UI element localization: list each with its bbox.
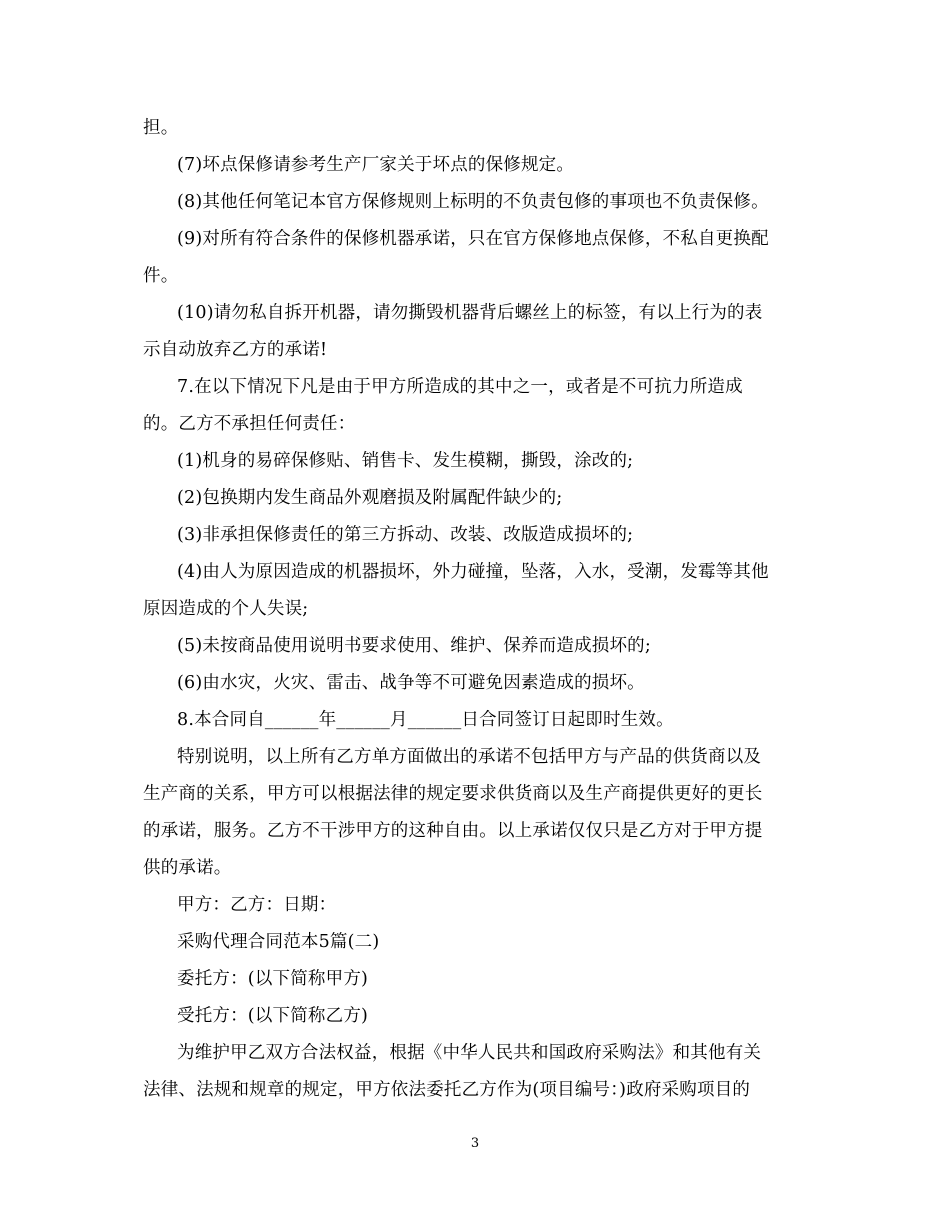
paragraph-line: 为维护甲乙双方合法权益，根据《中华人民共和国政府采购法》和其他有关: [177, 1043, 762, 1063]
paragraph-line: 供的承诺。: [143, 858, 232, 878]
paragraph-line: 7.在以下情况下凡是由于甲方所造成的其中之一，或者是不可抗力所造成: [177, 377, 743, 397]
paragraph-line: (6)由水灾，火灾、雷击、战争等不可避免因素造成的损坏。: [177, 673, 645, 693]
paragraph-line: (3)非承担保修责任的第三方拆动、改装、改版造成损坏的;: [177, 525, 634, 545]
paragraph-line: 委托方：(以下简称甲方): [177, 969, 369, 989]
document-body: [143, 110, 813, 1109]
paragraph-line: (10)请勿私自拆开机器，请勿撕毁机器背后螺丝上的标签，有以上行为的表: [177, 303, 763, 323]
paragraph-line: 8.本合同自______年______月______日合同签订日起即时生效。: [177, 710, 674, 730]
paragraph-line: (5)未按商品使用说明书要求使用、维护、保养而造成损坏的;: [177, 636, 651, 656]
paragraph-line: 法律、法规和规章的规定，甲方依法委托乙方作为(项目编号：)政府采购项目的: [143, 1080, 751, 1100]
paragraph-line: (8)其他任何笔记本官方保修规则上标明的不负责包修的事项也不负责保修。: [177, 192, 769, 212]
paragraph-line: (9)对所有符合条件的保修机器承诺，只在官方保修地点保修，不私自更换配: [177, 229, 769, 249]
paragraph-line: 采购代理合同范本5篇(二): [177, 932, 380, 952]
paragraph-line: 甲方：乙方：日期：: [177, 895, 337, 915]
paragraph-line: (7)坏点保修请参考生产厂家关于坏点的保修规定。: [177, 155, 575, 175]
paragraph-line: 生产商的关系，甲方可以根据法律的规定要求供货商以及生产商提供更好的更长: [143, 784, 763, 804]
paragraph-line: 担。: [143, 118, 179, 138]
paragraph-line: 原因造成的个人失误;: [143, 599, 309, 619]
paragraph-line: 的。乙方不承担任何责任：: [143, 414, 356, 434]
paragraph-line: (4)由人为原因造成的机器损坏，外力碰撞，坠落，入水，受潮，发霉等其他: [177, 562, 769, 582]
paragraph-line: 的承诺，服务。乙方不干涉甲方的这种自由。以上承诺仅仅只是乙方对于甲方提: [143, 821, 763, 841]
paragraph-line: 示自动放弃乙方的承诺!: [143, 340, 328, 360]
paragraph-line: 件。: [143, 266, 179, 286]
paragraph-line: (1)机身的易碎保修贴、销售卡、发生模糊，撕毁，涂改的;: [177, 451, 634, 471]
page-number: 3: [470, 1136, 480, 1151]
paragraph-line: 受托方：(以下简称乙方): [177, 1006, 369, 1026]
paragraph-line: (2)包换期内发生商品外观磨损及附属配件缺少的;: [177, 488, 563, 508]
paragraph-line: 特别说明，以上所有乙方单方面做出的承诺不包括甲方与产品的供货商以及: [177, 747, 762, 767]
